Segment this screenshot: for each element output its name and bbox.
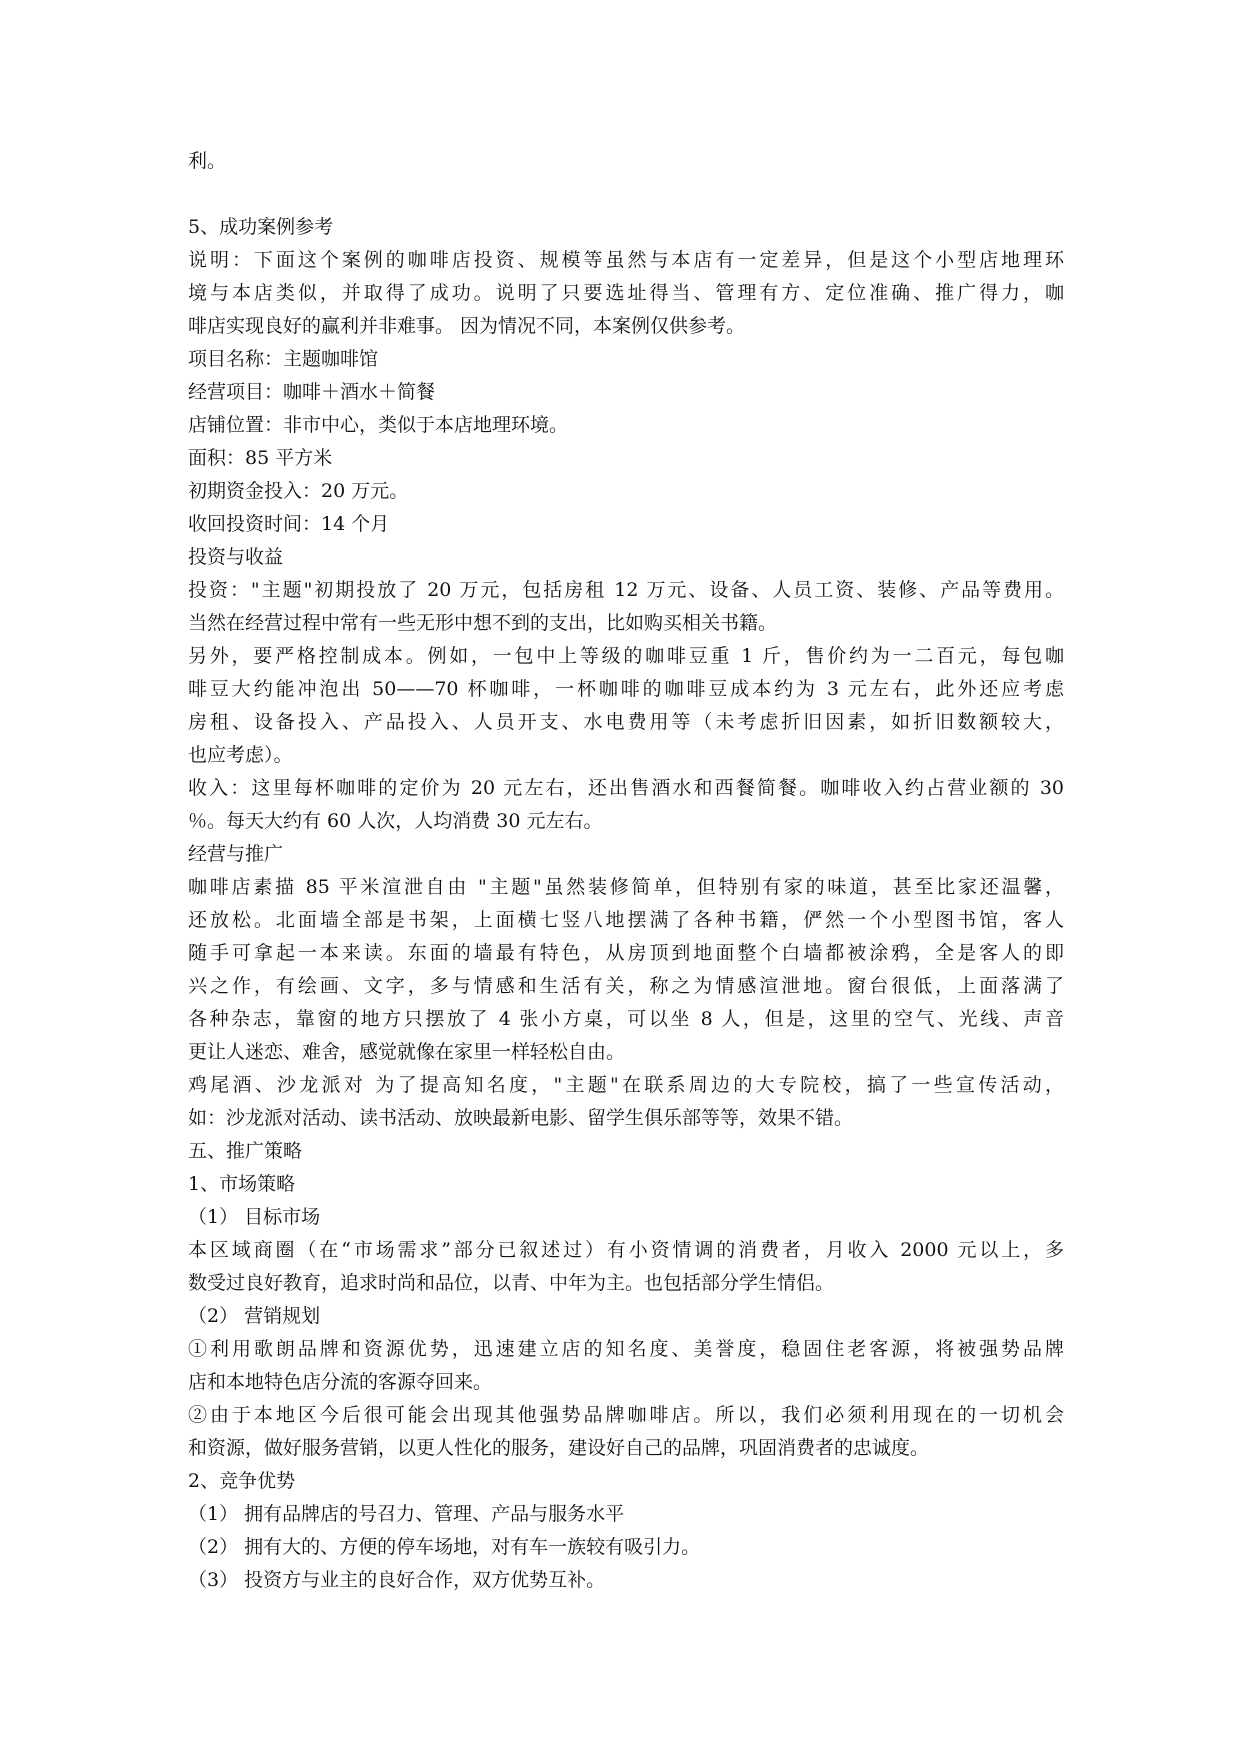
text-line: 2、竞争优势 xyxy=(188,1470,296,1492)
text-line: 各种杂志，靠窗的地方只摆放了 4 张小方桌，可以坐 8 人，但是，这里的空气、光线、声音 xyxy=(188,1008,1064,1030)
text-line: （1） 目标市场 xyxy=(188,1206,321,1228)
text-line: 项目名称：主题咖啡馆 xyxy=(188,348,379,370)
text-line: 咖啡店素描 85 平米渲泄自由 "主题"虽然装修简单，但特别有家的味道，甚至比家还温馨， xyxy=(188,876,1064,898)
text-line: （2） 拥有大的、方便的停车场地，对有车一族较有吸引力。 xyxy=(188,1536,701,1558)
text-line: 如：沙龙派对活动、读书活动、放映最新电影、留学生俱乐部等等，效果不错。 xyxy=(188,1107,854,1129)
text-line: 兴之作，有绘画、文字，多与情感和生活有关，称之为情感渲泄地。窗台很低，上面落满了 xyxy=(188,975,1064,997)
blank-line xyxy=(188,178,1064,211)
text-line: 投资："主题"初期投放了 20 万元，包括房租 12 万元、设备、人员工资、装修、产品等费用。 xyxy=(188,579,1064,601)
text-line: 另外，要严格控制成本。例如，一包中上等级的咖啡豆重 1 斤，售价约为一二百元，每包咖 xyxy=(188,645,1064,667)
text-line: 鸡尾酒、沙龙派对 为了提高知名度，"主题"在联系周边的大专院校，搞了一些宣传活动， xyxy=(188,1074,1064,1096)
text-line: 收回投资时间：14 个月 xyxy=(188,513,390,535)
text-line: 经营与推广 xyxy=(188,843,284,865)
text-line: （3） 投资方与业主的良好合作，双方优势互补。 xyxy=(188,1569,606,1591)
text-line: 经营项目：咖啡＋酒水＋简餐 xyxy=(188,381,436,403)
text-line: 利。 xyxy=(188,150,227,172)
text-line: 啡豆大约能冲泡出 50——70 杯咖啡，一杯咖啡的咖啡豆成本约为 3 元左右，此外还应考虑 xyxy=(188,678,1064,700)
text-line: 面积：85 平方米 xyxy=(188,447,333,469)
text-line: 五、推广策略 xyxy=(188,1140,303,1162)
text-line: 说明：下面这个案例的咖啡店投资、规模等虽然与本店有一定差异，但是这个小型店地理环 xyxy=(188,249,1064,271)
text-line: 房租、设备投入、产品投入、人员开支、水电费用等（未考虑折旧因素，如折旧数额较大， xyxy=(188,711,1064,733)
text-line: ①利用歌朗品牌和资源优势，迅速建立店的知名度、美誉度，稳固住老客源，将被强势品牌 xyxy=(188,1338,1064,1360)
text-line: 还放松。北面墙全部是书架，上面横七竖八地摆满了各种书籍，俨然一个小型图书馆，客人 xyxy=(188,909,1064,931)
text-line: 也应考虑）。 xyxy=(188,744,293,766)
text-line: 店和本地特色店分流的客源夺回来。 xyxy=(188,1371,493,1393)
text-line: 初期资金投入：20 万元。 xyxy=(188,480,409,502)
text-line: 收入：这里每杯咖啡的定价为 20 元左右，还出售酒水和西餐简餐。咖啡收入约占营业额的 30 xyxy=(188,777,1064,799)
text-line: 本区域商圈（在“市场需求”部分已叙述过）有小资情调的消费者，月收入 2000 元以上，多 xyxy=(188,1239,1064,1261)
text-line: 投资与收益 xyxy=(188,546,284,568)
text-line: 数受过良好教育，追求时尚和品位，以青、中年为主。也包括部分学生情侣。 xyxy=(188,1272,835,1294)
text-line: 和资源，做好服务营销，以更人性化的服务，建设好自己的品牌，巩固消费者的忠诚度。 xyxy=(188,1437,930,1459)
text-line: 随手可拿起一本来读。东面的墙最有特色，从房顶到地面整个白墙都被涂鸦，全是客人的即 xyxy=(188,942,1064,964)
text-line: 更让人迷恋、难舍，感觉就像在家里一样轻松自由。 xyxy=(188,1041,626,1063)
text-line: 5、成功案例参考 xyxy=(188,216,334,238)
text-line: 境与本店类似，并取得了成功。说明了只要选址得当、管理有方、定位准确、推广得力，咖 xyxy=(188,282,1064,304)
text-line: （2） 营销规划 xyxy=(188,1305,321,1327)
text-line: 啡店实现良好的赢利并非难事。 因为情况不同，本案例仅供参考。 xyxy=(188,315,746,337)
text-line: ②由于本地区今后很可能会出现其他强势品牌咖啡店。所以，我们必须利用现在的一切机会 xyxy=(188,1404,1064,1426)
text-line: ％。每天大约有 60 人次，人均消费 30 元左右。 xyxy=(188,810,603,832)
text-line: 店铺位置：非市中心，类似于本店地理环境。 xyxy=(188,414,569,436)
text-line: （1） 拥有品牌店的号召力、管理、产品与服务水平 xyxy=(188,1503,625,1525)
text-line: 当然在经营过程中常有一些无形中想不到的支出，比如购买相关书籍。 xyxy=(188,612,778,634)
text-line: 1、市场策略 xyxy=(188,1173,296,1195)
document-page xyxy=(188,145,1064,1597)
